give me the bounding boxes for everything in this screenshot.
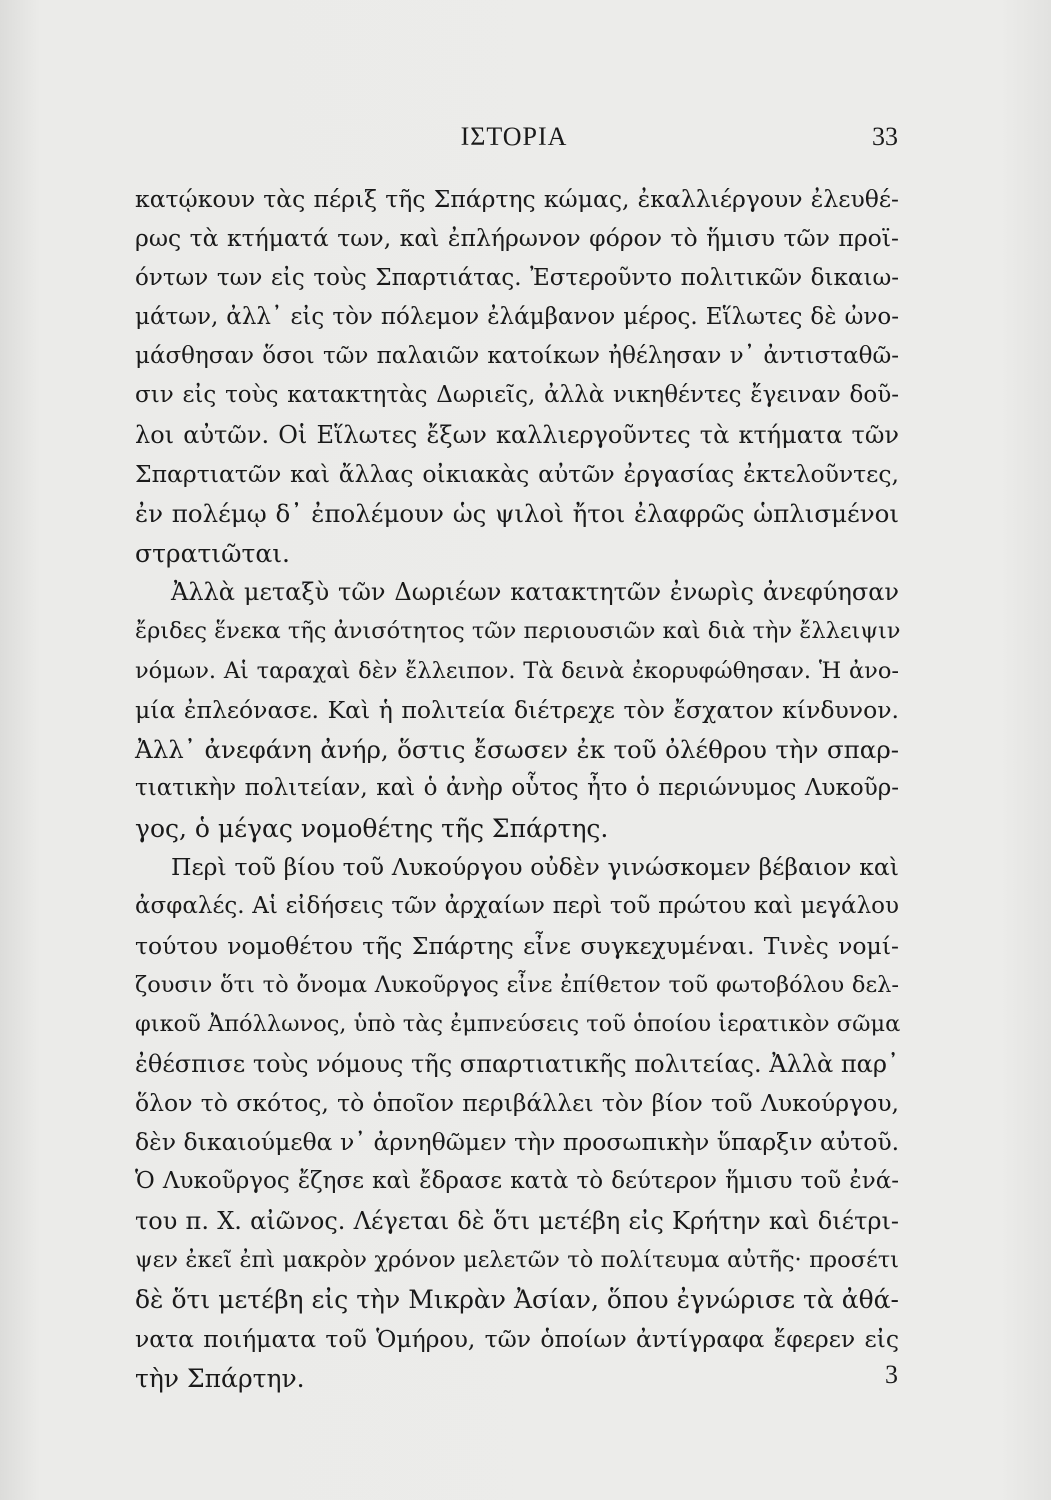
text-line: κατῴκουν τὰς πέριξ τῆς Σπάρτης κώμας, ἐκαλλιέργουν ἐλευθέ- <box>135 185 899 213</box>
text-line: τὴν Σπάρτην. <box>135 1363 305 1393</box>
text-line: μάσθησαν ὅσοι τῶν παλαιῶν κατοίκων ἠθέλησαν ν᾽ ἀντισταθῶ- <box>135 343 899 370</box>
text-line: Ἀλλ᾽ ἀνεφάνη ἀνήρ, ὅστις ἔσωσεν ἐκ τοῦ ὀλέθρου τὴν σπαρ- <box>135 735 899 765</box>
text-line: ρως τὰ κτήματά των, καὶ ἐπλήρωνον φόρον τὸ ἥμισυ τῶν προϊ- <box>135 224 899 253</box>
text-line: γος, ὁ μέγας νομοθέτης τῆς Σπάρτης. <box>135 813 609 843</box>
text-line: ὅλον τὸ σκότος, τὸ ὁποῖον περιβάλλει τὸν βίον τοῦ Λυκούργου, <box>135 1088 899 1117</box>
text-line: ψεν ἐκεῖ ἐπὶ μακρὸν χρόνον μελετῶν τὸ πολίτευμα αὐτῆς· προσέτι <box>135 1247 899 1274</box>
text-line: νατα ποιήματα τοῦ Ὁμήρου, τῶν ὁποίων ἀντίγραφα ἔφερεν εἰς <box>135 1324 899 1353</box>
text-line: Περὶ τοῦ βίου τοῦ Λυκούργου οὐδὲν γινώσκομεν βέβαιον καὶ <box>171 853 899 882</box>
text-line: σιν εἰς τοὺς κατακτητὰς Δωριεῖς, ἀλλὰ νικηθέντες ἔγειναν δοῦ- <box>135 382 899 409</box>
body-text <box>135 180 899 1398</box>
page-header <box>130 122 898 162</box>
running-title: ΙΣΤΟΡΙΑ <box>460 122 568 151</box>
text-line: Ὁ Λυκοῦργος ἔζησε καὶ ἔδρασε κατὰ τὸ δεύτερον ἥμισυ τοῦ ἐνά- <box>135 1168 899 1195</box>
text-line: μία ἐπλεόνασε. Καὶ ἡ πολιτεία διέτρεχε τὸν ἔσχατον κίνδυνον. <box>135 695 899 724</box>
text-line: τιατικὴν πολιτείαν, καὶ ὁ ἀνὴρ οὗτος ἦτο ὁ περιώνυμος Λυκοῦρ- <box>135 775 899 802</box>
text-line: λοι αὐτῶν. Οἱ Εἵλωτες ἔξων καλλιεργοῦντες τὰ κτήματα τῶν <box>135 420 899 449</box>
text-line: ζουσιν ὅτι τὸ ὄνομα Λυκοῦργος εἶνε ἐπίθετον τοῦ φωτοβόλου δελ- <box>135 971 899 998</box>
text-line: ἔριδες ἕνεκα τῆς ἀνισότητος τῶν περιουσιῶν καὶ διὰ τὴν ἔλλειψιν <box>135 618 901 645</box>
text-line: ἐθέσπισε τοὺς νόμους τῆς σπαρτιατικῆς πολιτείας. Ἀλλὰ παρ᾽ <box>135 1049 899 1078</box>
text-line: δὲν δικαιούμεθα ν᾽ ἀρνηθῶμεν τὴν προσωπικὴν ὕπαρξιν αὐτοῦ. <box>135 1128 900 1157</box>
text-line: Ἀλλὰ μεταξὺ τῶν Δωριέων κατακτητῶν ἐνωρὶς ἀνεφύησαν <box>171 577 899 606</box>
text-line: Σπαρτιατῶν καὶ ἄλλας οἰκιακὰς αὐτῶν ἐργασίας ἐκτελοῦντες, <box>135 460 899 489</box>
text-line: όντων των εἰς τοὺς Σπαρτιάτας. Ἐστεροῦντο πολιτικῶν δικαιω- <box>135 264 899 291</box>
text-line: ἐν πολέμῳ δ᾽ ἐπολέμουν ὡς ψιλοὶ ἤτοι ἐλαφρῶς ὡπλισμένοι <box>135 499 899 529</box>
text-line: δὲ ὅτι μετέβη εἰς τὴν Μικρὰν Ἀσίαν, ὅπου ἐγνώρισε τὰ ἀθά- <box>135 1285 899 1315</box>
text-line: στρατιῶται. <box>135 538 290 568</box>
text-line: ἀσφαλές. Αἱ εἰδήσεις τῶν ἀρχαίων περὶ τοῦ πρώτου καὶ μεγάλου <box>135 893 899 920</box>
text-line: νόμων. Αἱ ταραχαὶ δὲν ἔλλειπον. Τὰ δεινὰ ἐκορυφώθησαν. Ἡ ἀνο- <box>135 657 899 684</box>
text-line: μάτων, ἀλλ᾽ εἰς τὸν πόλεμον ἐλάμβανον μέρος. Εἵλωτες δὲ ὠνο- <box>135 303 899 330</box>
text-line: φικοῦ Ἀπόλλωνος, ὑπὸ τὰς ἐμπνεύσεις τοῦ ὁποίου ἱερατικὸν σῶμα <box>135 1011 901 1038</box>
text-line: του π. Χ. αἰῶνος. Λέγεται δὲ ὅτι μετέβη εἰς Κρήτην καὶ διέτρι- <box>135 1206 899 1235</box>
text-line: τούτου νομοθέτου τῆς Σπάρτης εἶνε συγκεχυμέναι. Τινὲς νομί- <box>135 931 899 960</box>
page-number: 33 <box>872 122 898 151</box>
signature-mark: 3 <box>885 1360 898 1389</box>
